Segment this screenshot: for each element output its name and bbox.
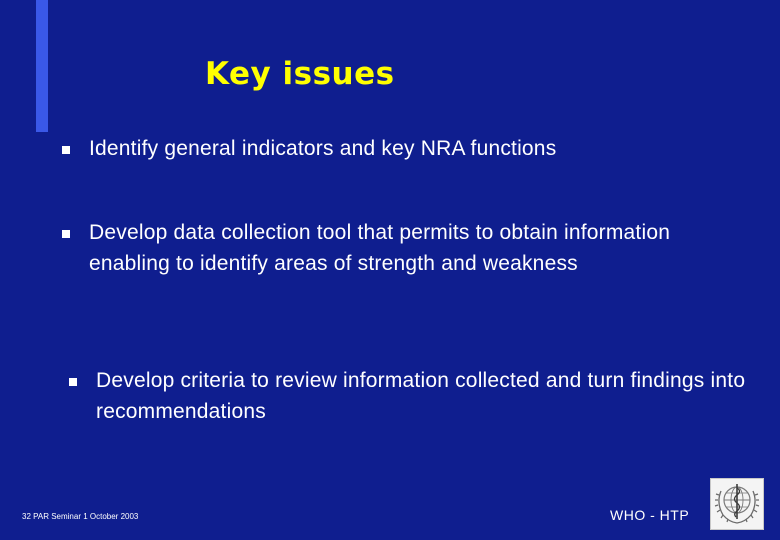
- slide-title: Key issues: [205, 56, 395, 92]
- bullet-text-2: Develop data collection tool that permits to obtain information enabling to identify areas of strength and weakness: [89, 221, 671, 275]
- who-emblem-icon: [710, 478, 764, 530]
- accent-bar: [36, 0, 48, 132]
- bullet-marker-1: [62, 146, 70, 154]
- footer-organization: WHO - HTP: [610, 507, 690, 523]
- bullet-marker-3: [69, 378, 77, 386]
- bullet-text-3: Develop criteria to review information collected and turn findings into recommendations: [96, 369, 746, 423]
- bullet-marker-2: [62, 230, 70, 238]
- who-emblem-graphic: [711, 479, 763, 529]
- bullet-text-1: Identify general indicators and key NRA functions: [89, 137, 557, 160]
- footer-seminar-info: 32 PAR Seminar 1 October 2003: [22, 512, 139, 521]
